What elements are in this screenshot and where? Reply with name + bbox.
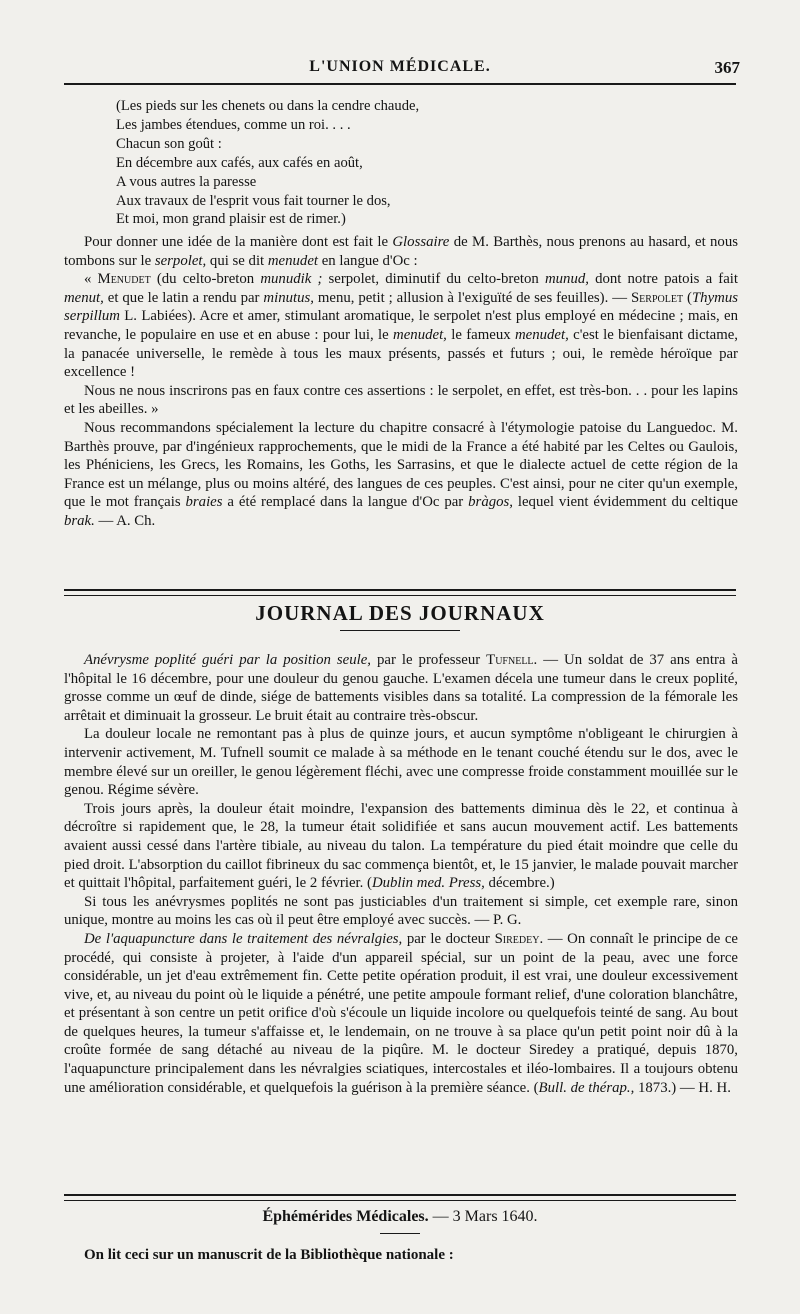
section-rule [64, 589, 736, 596]
poem [116, 97, 419, 229]
glossary-paragraph-4: Nous recommandons spécialement la lecture du chapitre consacré à l'étymologie patoise du Languedoc. M. Barthès prouve, par d'ingénieux rapprochements, que le midi de la France a été habité par les Celtes ou Gaulois, les Phéniciens, les Grecs, les Romains, les Goths, les Sarrasins, et que le dialecte actuel de cette région de la France est un mélange, plus ou moins altéré, des langues de ces peuples. C'est ainsi, pour ne citer qu'un exemple, que le mot français braies a été remplacé dans la langue d'Oc par bràgos, lequel vient évidemment du celtique brak. — A. Ch. [64, 419, 739, 529]
article-aneurysm-paragraph: La douleur locale ne remontant pas à plus de quinze jours, et aucun symptôme n'obligeant le chirurgien à intervenir activement, M. Tufnell soumit ce malade à sa méthode en le tenant couché étendu sur le dos, avec le membre élevé sur un oreiller, le genou légèrement fléchi, avec une compresse froide constamment mouillée sur le genou. Régime sévère. [64, 726, 738, 799]
poem-line: A vous autres la paresse [116, 173, 257, 190]
glossary-quote: « Menudet (du celto-breton munudik ; serpolet, diminutif du celto-breton munud, dont notre patois a fait menut, et que le latin a rendu par minutus, menu, petit ; allusion à l'exiguïté de ses feuilles). — Serpolet (Thymus serpillum L. Labiées). Acre et amer, stimulant aromatique, le serpolet n'est plus employé en médecine ; mais, en revanche, le populaire en use et en abuse : pour lui, le menudet, le fameux menudet, c'est le bienfaisant dictame, la panacée universelle, le remède à tous les maux présents, passés et futurs ; oui, le remède héroïque par excellence ! [64, 271, 738, 381]
article-aneurysm: Anévrysme poplité guéri par la position seule, par le professeur Tufnell. — Un soldat de 37 ans entra à l'hôpital le 16 décembre, pour une douleur du genou gauche. L'examen décela une tumeur dans le creux poplité, grosse comme un œuf de dinde, siége de battements visibles dans sa totalité. La compression de la fémorale les arrêtait et diminuait la grosseur. Le bruit était au contraire très-obscur. [64, 652, 738, 724]
page-header [60, 58, 740, 80]
poem-line: Chacun son goût : [116, 135, 222, 152]
article-aneurysm-conclusion: Si tous les anévrysmes poplités ne sont pas justiciables d'un traitement si simple, cet exemple rare, sinon unique, montre au moins les cas où il peut être employé avec succès. — P. G. [64, 893, 738, 929]
article-aquapuncture: De l'aquapuncture dans le traitement des névralgies, par le docteur Siredey. — On connaît le principe de ce procédé, qui consiste à projeter, à l'aide d'un appareil spécial, sur un point de la peau, avec une force considérable, un jet d'eau extrêmement fin. Cette petite opération produit, il est vrai, une douleur excessivement vive, et, au niveau du point où le liquide a pénétré, une petite ampoule formant relief, d'une coloration blanchâtre, et présentant à son centre un petit orifice d'où s'écoule un liquide incolore ou quelquefois teinté de sang. Au bout de quelques heures, la tumeur s'affaisse et, le lendemain, on ne trouve à sa place qu'un petit point noir dû à la croûte formée de sang détaché au niveau de la piqûre. M. le docteur Siredey a pratiqué, depuis 1870, l'aquapuncture principalement dans les névralgies sciatiques, intercostales et iléo-lombaires. Il a toujours obtenu une amélioration considérable, et quelquefois la guérison à la première séance. (Bull. de thérap., 1873.) — H. H. [64, 930, 738, 1096]
poem-line: Aux travaux de l'esprit vous fait tourner le dos, [116, 192, 391, 209]
header-rule [64, 83, 736, 85]
page-number: 367 [714, 58, 740, 77]
closing-line: On lit ceci sur un manuscrit de la Bibliothèque nationale : [84, 1247, 454, 1263]
ephemerides-heading: Éphémérides Médicales. — 3 Mars 1640. [262, 1208, 538, 1225]
glossary-paragraph-3: Nous ne nous inscrirons pas en faux contre ces assertions : le serpolet, en effet, est très-bon. . . pour les lapins et les abeilles. » [64, 382, 738, 418]
poem-line: En décembre aux cafés, aux cafés en août, [116, 154, 363, 171]
section-title: JOURNAL DES JOURNAUX [255, 601, 545, 625]
title-underline [340, 630, 460, 631]
running-title: L'UNION MÉDICALE. [309, 58, 491, 75]
poem-line: Et moi, mon grand plaisir est de rimer.) [116, 211, 346, 228]
poem-line: (Les pieds sur les chenets ou dans la cendre chaude, [116, 98, 420, 114]
glossary-paragraph-1: Pour donner une idée de la manière dont est fait le Glossaire de M. Barthès, nous prenons au hasard, et nous tombons sur le serpolet, qui se dit menudet en langue d'Oc : [64, 234, 738, 269]
journal-section [64, 651, 738, 1097]
ephemerides-underline [380, 1233, 420, 1234]
poem-line: Les jambes étendues, comme un roi. . . . [116, 116, 351, 133]
glossary-section [64, 233, 738, 531]
section-rule [64, 1194, 736, 1201]
article-aneurysm-paragraph: Trois jours après, la douleur était moindre, l'expansion des battements diminua dès le 22, et continua à décroître si rapidement que, le 28, la tumeur était solidifiée et sans aucun mouvement actif. Les battements avaient aussi cessé dans l'artère tibiale, au niveau du talon. La température du pied était moindre que celle du pied droit. L'absorption du caillot fibrineux du sac commença bientôt, et, le 15 janvier, le malade pouvait marcher et quittait l'hôpital, parfaitement guéri, le 2 février. (Dublin med. Press, décembre.) [64, 800, 738, 892]
